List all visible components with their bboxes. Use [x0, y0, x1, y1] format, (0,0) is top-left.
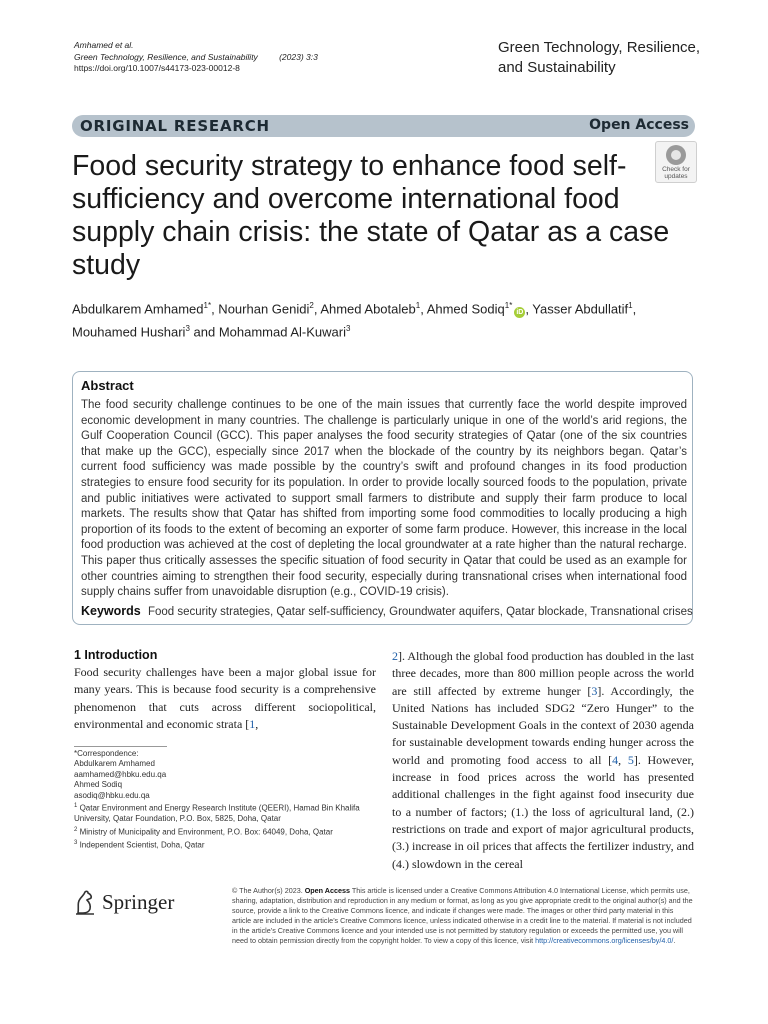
- abstract-heading: Abstract: [81, 378, 134, 393]
- corresponding-author-email[interactable]: asodiq@hbku.edu.qa: [74, 790, 150, 800]
- journal-title-line1: Green Technology, Resilience,: [498, 39, 701, 56]
- check-for-updates-badge[interactable]: [655, 141, 697, 183]
- open-access-label: Open Access: [589, 117, 689, 133]
- abstract-text: The food security challenge continues to be one of the main issues that currently face the world despite improved economic development in many countries. The challenge is particularly unique in one of the world’s arid regions, the Gulf Cooperation Council (GCC). This paper analyses the food security strategies of Qatar (one of the six countries that make up the GCC), especially since 2017 when the blockade of the country by its neighbors began. Qatar’s current food sufficiency was made possible by the country’s swift and profound changes in its food production strategies to ensure food security for its population. In order to provide locally sourced foods to the population, private and public initiatives were activated to support small farmers to distribute and supply their farm produce to local markets. The results show that Qatar has shifted from importing some food commodities to locally producing a high proportion of its foods to the extent of becoming an exporter of some farm produce. However, this increase in the local food production was achieved at the cost of depleting the local groundwater at a rate higher than the natural recharge. This paper thus critically assesses the specific situation of food security in Qatar that could be used as an example for other countries aiming to strengthen their food security, especially during transnational crises when international food supply chains suffer from unavoidable disruption (e.g., COVID-19 crisis).: [81, 399, 687, 599]
- keywords-line: [81, 604, 693, 620]
- affiliation-marker: 1: [628, 301, 633, 310]
- affiliation-3: $^3$ Independent Scientist, Doha, Qatar: [74, 839, 205, 850]
- abstract-box: [72, 371, 693, 625]
- intro-text-part: ]. Accordingly, the United Nations has included SDG2 “Zero Hunger” to the Sustainable Development Goals in the context of 2030 agenda for sustainable development towards ending hunger across the world and promoting food access to all [: [392, 683, 694, 767]
- author-name[interactable]: and Mohammad Al-Kuwari: [189, 324, 346, 340]
- affiliation-marker: 1*: [203, 301, 212, 310]
- article-type-label: ORIGINAL RESEARCH: [80, 117, 270, 135]
- doi-link[interactable]: https://doi.org/10.1007/s44173-023-00012-8: [74, 63, 240, 73]
- journal-name-italic: Green Technology, Resilience, and Sustainability: [74, 51, 258, 62]
- publisher-name: Springer: [102, 890, 175, 914]
- corresponding-author-name: Ahmed Sodiq: [74, 780, 123, 790]
- corresponding-author-name: Abdulkarem Amhamed: [74, 759, 155, 769]
- article-meta: [74, 40, 318, 75]
- affiliation-marker: 1*: [504, 301, 513, 310]
- author-name[interactable]: , Ahmed Abotaleb: [313, 301, 416, 317]
- check-updates-icon: [666, 145, 686, 165]
- author-name[interactable]: , Yasser Abdullatif: [525, 301, 629, 317]
- license-open-access: Open Access: [304, 886, 350, 895]
- license-link[interactable]: http://creativecommons.org/licenses/by/4.0/: [535, 936, 674, 946]
- author-name[interactable]: , Ahmed Sodiq: [420, 301, 505, 317]
- author-list: Abdulkarem Amhamed$^{1*}$, Nourhan Genidi$^2$, Ahmed Abotaleb$^1$, Ahmed Sodiq$^{1*}$iD , Yasser Abdullatif$^1$, Mouhamed Hushari$^3$ and Mohammad Al-Kuwari$^3$: [72, 301, 637, 340]
- affiliation-marker: 2: [309, 301, 314, 310]
- intro-column-1: Food security challenges have been a major global issue for many years. This is because food security is a comprehensive phenomenon that cuts across different sociopolitical, environmental and economic strata [1,: [74, 665, 376, 731]
- affiliation-marker: 1: [415, 301, 421, 310]
- journal-title-line2: and Sustainability: [498, 59, 616, 76]
- intro-paragraph-start: Food security challenges have been a major global issue for many years. This is because food security is a comprehensive phenomenon that cuts across different sociopolitical, environmental and economic strata [: [74, 665, 376, 731]
- keywords-label: Keywords: [81, 604, 141, 618]
- affiliation-1: $^1$ Qatar Environment and Energy Research Institute (QEERI), Hamad Bin Khalifa University, Qatar Foundation, P.O. Box, 5825, Doha, Qatar: [74, 803, 360, 824]
- author-name[interactable]: Abdulkarem Amhamed: [72, 301, 204, 317]
- footnotes: [74, 749, 376, 851]
- intro-column-2: 2]. Although the global food production has doubled in the last three decades, more than 800 million people across the world are still affected by extreme hunger [3]. Accordingly, the United Nations has included SDG2 “Zero Hunger” to the Sustainable Development Goals in the context of 2030 agenda for sustainable development towards ending hunger across the world and promoting food access to all [4, 5]. However, increase in food prices across the world has presented additional challenges in the fight against food insecurity due to a number of factors; (1.) the loss of agricultural land, (2.) restrictions on trade and export of major agricultural products, (3.) increase in oil prices that affects the fertilizer industry, and (4.) slowdown in the cereal: [392, 649, 695, 871]
- intro-text-part: ]. Although the global food production has doubled in the last three decades, more than 800 million people across the world are still affected by extreme hunger [: [392, 649, 694, 698]
- correspondence-label: *Correspondence:: [74, 749, 139, 758]
- badge-line2: updates: [664, 173, 688, 180]
- affiliation-marker: 3: [345, 324, 351, 334]
- affiliation-marker: 3: [185, 324, 190, 334]
- author-name[interactable]: Mouhamed Hushari: [72, 324, 186, 340]
- citation-link[interactable]: 5: [627, 752, 634, 767]
- keywords-text: Food security strategies, Qatar self-sufficiency, Groundwater aquifers, Qatar blockade, Transnational crises: [147, 606, 693, 618]
- intro-text-part: ]. However, increase in food prices across the world has presented additional challenges in the fight against food insecurity due to a number of factors; (1.) the loss of agricultural land, (2.) restrictions on trade and export of major agricultural products, (3.) increase in oil prices that affects the fertilizer industry, and (4.) slowdown in the cereal: [392, 752, 695, 871]
- author-name[interactable]: , Nourhan Genidi: [211, 301, 310, 317]
- authors-short: Amhamed et al.: [74, 40, 134, 50]
- journal-title: [498, 38, 700, 78]
- article-type-band: [72, 115, 695, 137]
- orcid-icon[interactable]: iD: [516, 309, 524, 317]
- citation-link[interactable]: 4: [612, 752, 619, 767]
- section-heading-introduction: 1 Introduction: [74, 648, 158, 662]
- springer-horse-icon: [74, 889, 96, 915]
- citation-link[interactable]: 2: [392, 649, 398, 663]
- badge-line1: Check for: [662, 166, 690, 173]
- citation-link[interactable]: 1: [249, 716, 256, 731]
- corresponding-author-email[interactable]: aamhamed@hbku.edu.qa: [74, 769, 167, 779]
- license-notice: © The Author(s) 2023. Open Access This article is licensed under a Creative Commons Attribution 4.0 International License, which permits use, sharing, adaptation, distribution and reproduction in any medium or format, as long as you give appropriate credit to the original author(s) and the source, provide a link to the Creative Commons licence, and indicate if changes were made. The images or other third party material in this article are included in the article’s Creative Commons licence, unless indicated otherwise in a credit line to the material. If material is not included in the article’s Creative Commons licence and your intended use is not permitted by statutory regulation or exceeds the permitted use, you will need to obtain permission directly from the copyright holder. To view a copy of this licence, visit http://creativecommons.org/licenses/by/4.0/.: [232, 886, 693, 946]
- affiliation-2: $^2$ Ministry of Municipality and Environment, P.O. Box: 64049, Doha, Qatar: [74, 826, 333, 837]
- footnote-divider: [74, 746, 167, 747]
- year-issue: (2023) 3:3: [279, 51, 318, 62]
- article-title: Food security strategy to enhance food self-sufficiency and overcome international food supply chain crisis: the state of Qatar as a case study: [72, 150, 670, 281]
- license-body: This article is licensed under a Creative Commons Attribution 4.0 International License, which permits use, sharing, adaptation, distribution and reproduction in any medium or format, as long as you give appropriate credit to the original author(s) and the source, provide a link to the Creative Commons licence, and indicate if changes were made. The images or other third party material in this article are included in the article’s Creative Commons licence, unless indicated otherwise in a credit line to the material. If material is not included in the article’s Creative Commons licence and your intended use is not permitted by statutory regulation or exceeds the permitted use, you will need to obtain permission directly from the copyright holder. To view a copy of this licence, visit: [232, 886, 693, 946]
- citation-link[interactable]: 3: [591, 683, 598, 698]
